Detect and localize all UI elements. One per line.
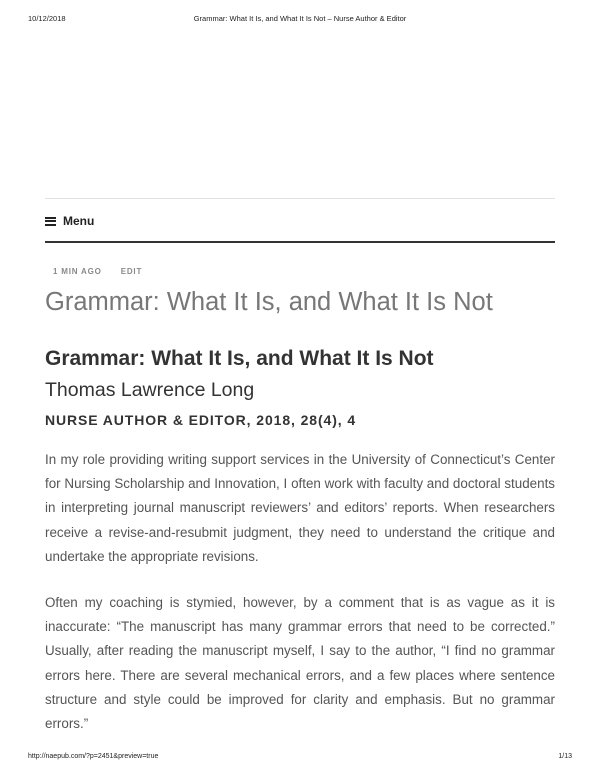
nav-bottom-divider xyxy=(45,241,555,243)
print-page-title: Grammar: What It Is, and What It Is Not – Nurse Author & Editor xyxy=(193,14,407,23)
body-paragraph: In my role providing writing support services in the University of Connecticut’s Center for Nursing Scholarship and Innovation, I often work with faculty and doctoral students in interpreting journal manuscript reviewers’ and editors’ reports. When researchers receive a revise-and-resubmit judgment, they need to understand the critique and undertake the appropriate revisions. xyxy=(45,452,555,564)
body-paragraph: Often my coaching is stymied, however, by a comment that is as vague as it is inaccurate: “The manuscript has many grammar errors that need to be corrected.” Usually, after reading the manuscript myself, I say to the author, “I find no grammar errors here. There are several mechanical errors, and a few places where sentence structure and style could be improved for clarity and emphasis. But no grammar errors.” xyxy=(45,595,555,732)
hamburger-icon xyxy=(45,217,56,226)
page-number: 1/13 xyxy=(558,753,572,760)
print-footer xyxy=(28,753,572,763)
menu-button[interactable] xyxy=(45,213,94,229)
article-citation: NURSE AUTHOR & EDITOR, 2018, 28(4), 4 xyxy=(45,412,357,428)
article-content xyxy=(45,344,555,736)
article-title: Grammar: What It Is, and What It Is Not xyxy=(45,347,434,370)
menu-label: Menu xyxy=(63,214,95,228)
post-time[interactable]: 1 MIN AGO xyxy=(53,267,102,276)
print-url: http://naepub.com/?p=2451&preview=true xyxy=(28,753,159,760)
nav-top-divider xyxy=(45,198,555,199)
print-date: 10/12/2018 xyxy=(28,14,66,23)
entry-meta xyxy=(53,267,142,276)
article-author: Thomas Lawrence Long xyxy=(45,379,255,401)
print-header xyxy=(28,14,572,24)
entry-title: Grammar: What It Is, and What It Is Not xyxy=(45,288,493,316)
edit-link[interactable]: EDIT xyxy=(120,267,143,276)
